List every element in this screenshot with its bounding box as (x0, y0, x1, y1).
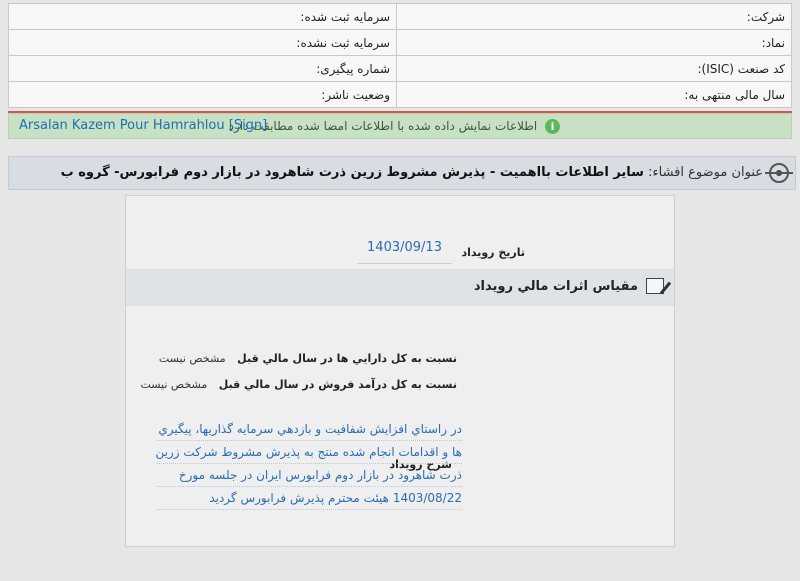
subject-text (61, 165, 763, 180)
edit-note-icon (646, 278, 664, 294)
info-row (9, 30, 792, 56)
notice-message: اطلاعات نمایش داده شده با اطلاعات امضا شده مطابقت دارد (228, 119, 538, 133)
symbol-label: نماد: (397, 30, 792, 56)
revenue-ratio-value: مشخص نيست (140, 378, 208, 391)
event-description (157, 418, 462, 510)
isic-label: کد صنعت (ISIC): (397, 56, 792, 82)
fiscal-year-label: سال مالی منتهی به: (397, 82, 792, 108)
signature-notice (8, 113, 792, 139)
unregistered-capital-label: سرمایه ثبت نشده: (9, 30, 397, 56)
event-date-value: 1403/09/13 (357, 240, 452, 264)
signer-link[interactable]: Arsalan Kazem Pour Hamrahlou [Sign] (19, 118, 268, 133)
description-line: در راستاي افزايش شفافيت و بازدهي سرمايه گذاريها، پيگيري (157, 418, 462, 441)
info-row (9, 56, 792, 82)
info-row (9, 4, 792, 30)
subject-value: سایر اطلاعات بااهمیت - پذیرش مشروط زرین ذرت شاهرود در بازار دوم فرابورس- گروه ب (60, 165, 644, 180)
crosshair-icon (769, 163, 789, 183)
revenue-ratio-label: نسبت به کل درآمد فروش در سال مالي قبل (218, 378, 457, 391)
company-label: شرکت: (397, 4, 792, 30)
event-description-label: شرح رويداد (389, 458, 452, 471)
description-line: 1403/08/22 هيئت محترم پذيرش فرابورس گرديد (157, 487, 462, 510)
company-info-table (8, 3, 792, 108)
revenue-ratio-row (140, 378, 457, 391)
info-row (9, 82, 792, 108)
publisher-status-label: وضعیت ناشر: (9, 82, 397, 108)
check-circle-icon: i (545, 119, 560, 134)
disclosure-subject-bar (8, 156, 796, 190)
assets-ratio-label: نسبت به کل دارايي ها در سال مالي قبل (237, 352, 457, 365)
event-panel (125, 195, 675, 547)
registered-capital-label: سرمایه ثبت شده: (9, 4, 397, 30)
event-date-label: تاريخ رويداد (461, 246, 525, 259)
description-line: ذرت شاهرود در بازار دوم فرابورس ايران در جلسه مورخ (157, 464, 462, 487)
description-line: ها و اقدامات انجام شده منتج به پذيرش مشروط شرکت زرين (157, 441, 462, 464)
notice-message-wrap (229, 119, 560, 134)
assets-ratio-value: مشخص نيست (158, 352, 226, 365)
financial-impact-header (126, 269, 674, 306)
tracking-number-label: شماره پیگیری: (9, 56, 397, 82)
assets-ratio-row (159, 352, 457, 365)
subject-label: عنوان موضوع افشاء: (648, 165, 763, 180)
financial-impact-title: مقياس اثرات مالي رويداد (473, 279, 638, 294)
